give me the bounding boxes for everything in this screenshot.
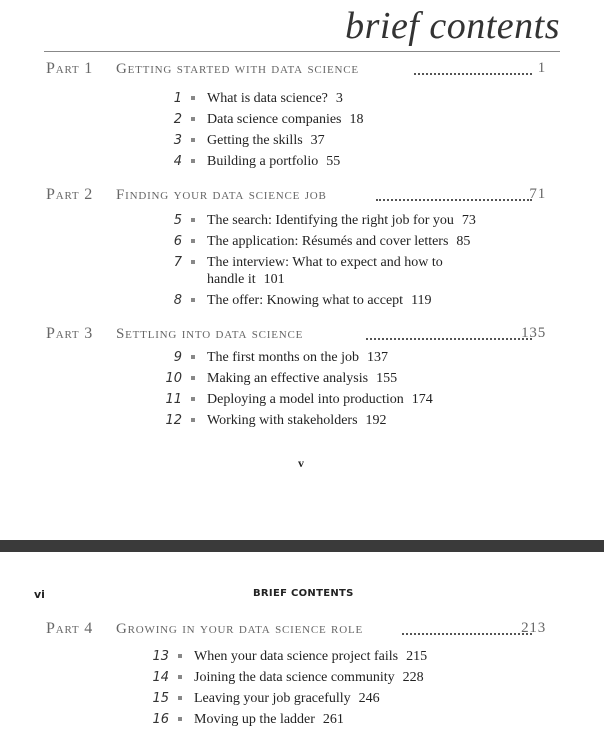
bullet-icon [191,418,195,422]
chapter-number: 8 [173,293,182,308]
chapter-page: 73 [461,213,476,228]
leader-dots [366,338,532,340]
chapter-title: Leaving your job gracefully [194,691,351,706]
chapter-page: 215 [406,649,428,664]
chapter-1[interactable] [160,90,343,107]
chapter-page: 228 [402,670,424,685]
chapter-7[interactable] [160,254,457,288]
part-page: 1 [537,60,546,76]
part-page: 71 [529,186,546,202]
chapter-title: Making an effective analysis [207,371,369,386]
chapter-number: 13 [152,649,169,664]
part-title: Settling into data science [116,326,304,342]
part-1-heading[interactable] [46,60,546,80]
part-title: Finding your data science job [116,187,327,203]
bullet-icon [191,218,195,222]
chapter-title: The interview: What to expect and how to handle it [207,255,443,287]
bullet-icon [178,654,182,658]
bullet-icon [191,239,195,243]
bullet-icon [191,138,195,142]
bullet-icon [178,717,182,721]
bullet-icon [191,159,195,163]
chapter-page: 37 [310,133,325,148]
chapter-number: 9 [173,350,182,365]
chapter-title: Joining the data science community [194,670,395,685]
running-head: BRIEF CONTENTS [253,588,354,599]
part-page: 135 [521,325,546,341]
chapter-number: 10 [165,371,182,386]
chapter-title: The offer: Knowing what to accept [207,293,404,308]
chapter-5[interactable] [160,212,476,229]
chapter-13[interactable] [147,648,427,665]
chapter-page: 155 [376,371,398,386]
bullet-icon [191,376,195,380]
chapter-title: When your data science project fails [194,649,399,664]
chapter-number: 1 [173,91,182,106]
chapter-title: Data science companies [207,112,342,127]
chapter-14[interactable] [147,669,424,686]
chapter-page: 119 [411,293,432,308]
chapter-number: 3 [173,133,182,148]
chapter-page: 85 [456,234,471,249]
chapter-title: The search: Identifying the right job for you [207,213,454,228]
chapter-number: 4 [173,154,182,169]
chapter-number: 11 [165,392,182,407]
bullet-icon [191,397,195,401]
chapter-page: 192 [365,413,387,428]
chapter-title: Building a portfolio [207,154,319,169]
chapter-title: Moving up the ladder [194,712,315,727]
leader-dots [414,73,532,75]
chapter-page: 3 [335,91,343,106]
part-label: Part 2 [46,186,94,203]
part-4-heading[interactable] [46,620,546,640]
bullet-icon [191,117,195,121]
leader-dots [376,199,532,201]
chapter-number: 6 [173,234,182,249]
chapter-number: 15 [152,691,169,706]
bullet-icon [178,675,182,679]
chapter-title: Getting the skills [207,133,303,148]
chapter-4[interactable] [160,153,340,170]
chapter-number: 12 [165,413,182,428]
part-page: 213 [521,620,546,636]
page-title: brief contents [345,5,560,47]
chapter-number: 7 [173,255,182,270]
page-number: v [298,456,304,470]
chapter-3[interactable] [160,132,325,149]
chapter-9[interactable] [160,349,388,366]
chapter-number: 16 [152,712,169,727]
chapter-title: Working with stakeholders [207,413,358,428]
chapter-page: 101 [263,272,285,287]
chapter-16[interactable] [147,711,344,728]
title-rule [44,51,560,52]
part-3-heading[interactable] [46,325,546,345]
chapter-page: 137 [367,350,389,365]
bullet-icon [191,298,195,302]
part-2-heading[interactable] [46,186,546,206]
chapter-2[interactable] [160,111,364,128]
bullet-icon [191,260,195,264]
leader-dots [402,633,532,635]
chapter-page: 261 [322,712,344,727]
part-title: Getting started with data science [116,61,359,77]
chapter-title: The first months on the job [207,350,360,365]
chapter-title: What is data science? [207,91,328,106]
chapter-15[interactable] [147,690,380,707]
part-title: Growing in your data science role [116,621,363,637]
chapter-number: 5 [173,213,182,228]
chapter-page: 246 [358,691,380,706]
part-label: Part 4 [46,620,94,637]
chapter-12[interactable] [160,412,387,429]
chapter-11[interactable] [160,391,433,408]
chapter-6[interactable] [160,233,470,250]
bullet-icon [178,696,182,700]
chapter-page: 174 [411,392,433,407]
chapter-number: 2 [173,112,182,127]
page-number: vi [34,588,45,601]
part-label: Part 1 [46,60,94,77]
chapter-8[interactable] [160,292,432,309]
page-vi [0,552,604,756]
page-divider [0,540,604,552]
part-label: Part 3 [46,325,94,342]
bullet-icon [191,96,195,100]
chapter-10[interactable] [160,370,397,387]
chapter-title: The application: Résumés and cover letters [207,234,449,249]
chapter-page: 18 [349,112,364,127]
chapter-page: 55 [326,154,341,169]
chapter-number: 14 [152,670,169,685]
chapter-title: Deploying a model into production [207,392,404,407]
bullet-icon [191,355,195,359]
